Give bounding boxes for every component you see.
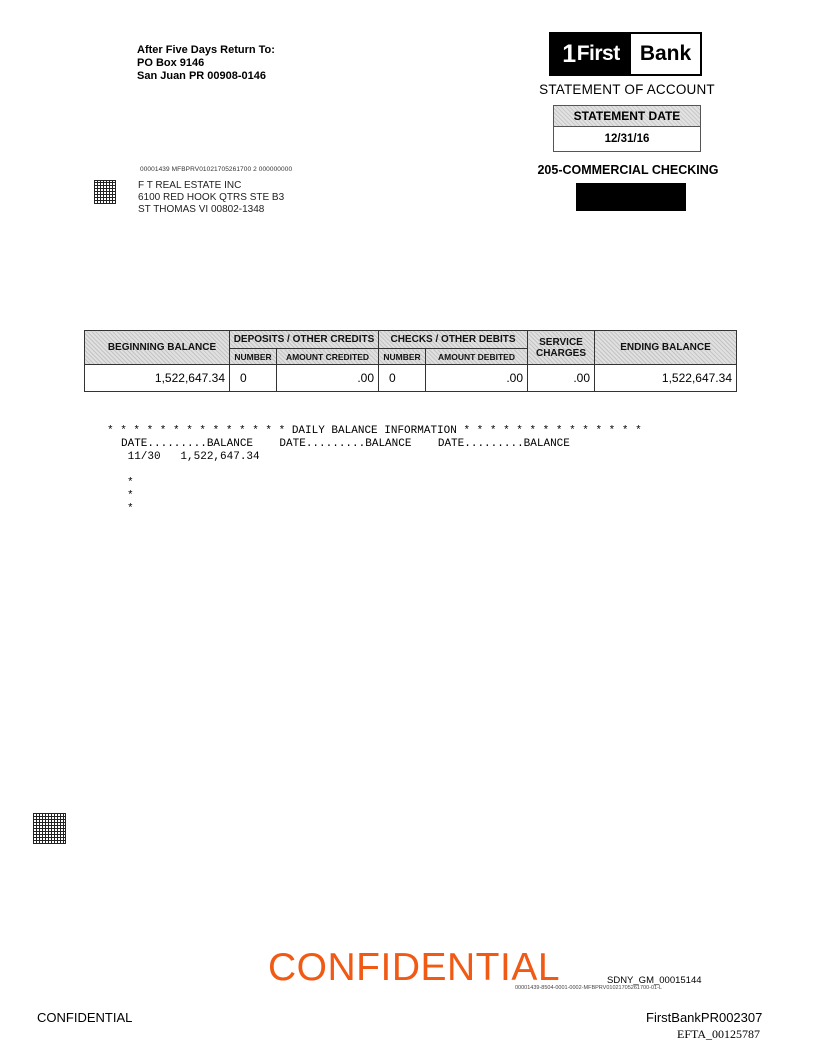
summary-values-row <box>85 365 737 392</box>
daily-balance-header: DATE.........BALANCE DATE.........BALANCE DATE.........BALANCE <box>121 438 570 450</box>
statement-date-box <box>553 105 701 152</box>
header-ending-balance: ENDING BALANCE <box>595 331 737 365</box>
daily-balance-banner: * * * * * * * * * * * * * * DAILY BALANCE INFORMATION * * * * * * * * * * * * * * <box>107 425 642 437</box>
header-deposits: DEPOSITS / OTHER CREDITS <box>230 331 379 349</box>
header-deposits-number: NUMBER <box>230 349 277 365</box>
asterisk-marker: * <box>127 477 134 489</box>
value-ending-balance: 1,522,647.34 <box>595 365 737 392</box>
header-checks: CHECKS / OTHER DEBITS <box>379 331 528 349</box>
firstbank-bates-number: FirstBankPR002307 <box>646 1010 763 1025</box>
return-line-2: PO Box 9146 <box>137 57 205 69</box>
header-checks-number: NUMBER <box>379 349 426 365</box>
mailing-sequence-code: 00001439-8504-0001-0002-MFBPRV01021705261700-01-L <box>515 985 662 991</box>
confidential-label: CONFIDENTIAL <box>37 1010 133 1025</box>
header-service-charges: SERVICE CHARGES <box>528 331 595 365</box>
logo-number: 1 <box>562 39 576 68</box>
logo-word-first: First <box>576 42 620 65</box>
addressee-city: ST THOMAS VI 00802-1348 <box>138 204 265 215</box>
account-summary-table <box>84 330 737 392</box>
statement-date-label: STATEMENT DATE <box>554 106 700 127</box>
daily-balance-row: 11/30 1,522,647.34 <box>121 451 260 463</box>
statement-title: STATEMENT OF ACCOUNT <box>539 82 715 97</box>
value-checks-number: 0 <box>379 365 426 392</box>
redacted-account-number <box>576 183 686 211</box>
datamatrix-barcode-icon <box>94 180 116 204</box>
confidential-stamp: CONFIDENTIAL <box>268 946 561 989</box>
header-beginning-balance: BEGINNING BALANCE <box>85 331 230 365</box>
logo-black-panel <box>551 34 631 74</box>
header-amount-debited: AMOUNT DEBITED <box>426 349 528 365</box>
return-line-1: After Five Days Return To: <box>137 44 275 56</box>
value-service-charges: .00 <box>528 365 595 392</box>
header-amount-credited: AMOUNT CREDITED <box>277 349 379 365</box>
barcode-text: 00001439 MFBPRV01021705261700 2 000000000 <box>140 166 293 173</box>
return-address <box>137 44 275 83</box>
statement-date-value: 12/31/16 <box>604 133 650 145</box>
asterisk-marker: * <box>127 490 134 502</box>
value-deposits-number: 0 <box>230 365 277 392</box>
asterisk-marker: * <box>127 503 134 515</box>
logo-word-bank: Bank <box>639 42 692 65</box>
value-amount-credited: .00 <box>277 365 379 392</box>
datamatrix-barcode-icon <box>33 813 66 844</box>
value-beginning-balance: 1,522,647.34 <box>85 365 230 392</box>
account-type: 205-COMMERCIAL CHECKING <box>537 163 719 177</box>
firstbank-logo <box>549 32 702 76</box>
mailing-address <box>138 180 284 216</box>
sdny-bates-number: SDNY_GM_00015144 <box>607 975 702 986</box>
addressee-name: F T REAL ESTATE INC <box>138 180 242 191</box>
addressee-street: 6100 RED HOOK QTRS STE B3 <box>138 192 285 203</box>
value-amount-debited: .00 <box>426 365 528 392</box>
return-line-3: San Juan PR 00908-0146 <box>137 70 267 82</box>
efta-number: EFTA_00125787 <box>677 1027 761 1041</box>
